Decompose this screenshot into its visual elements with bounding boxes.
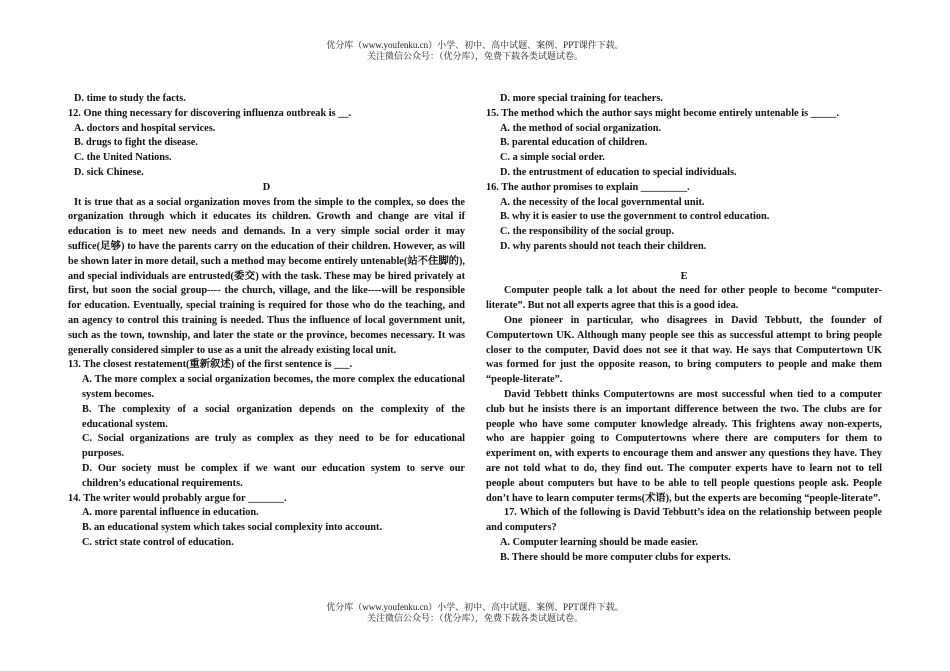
left-column: [68, 92, 465, 551]
q14-option-a: A. more parental influence in education.: [82, 507, 259, 519]
q12-option-c: C. the United Nations.: [74, 152, 172, 164]
q14-option-c: C. strict state control of education.: [82, 536, 234, 548]
q16-option-a: A. the necessity of the local governmental unit.: [500, 196, 705, 208]
q11-option-d: D. time to study the facts.: [74, 93, 186, 104]
q15-stem: 15. The method which the author says might become entirely untenable is _____.: [486, 107, 839, 119]
q13-stem: 13. The closest restatement(重新叙述) of the first sentence is ___.: [68, 359, 353, 371]
q14-stem: 14. The writer would probably argue for _______.: [68, 492, 287, 504]
q15-option-b: B. parental education of children.: [500, 137, 648, 149]
q17-option-a: A. Computer learning should be made easier.: [500, 536, 698, 548]
q13-option-b: B. The complexity of a social organization depends on the complexity of the educational system.: [82, 403, 465, 430]
passage-e-paragraph-3: David Tebbett thinks Computertowns are most successful when tied to a computer club but he insists there is an important difference between the two. The clubs are for people who have some computer knowledge already. This frightens away non-experts, who are happier going to Computertowns where there are computers for them to experiment on, with experts to encourage them and answer any questions they have. They are not told what to do, they find out. The computer experts have to learn not to tell people about computers but have to be able to tell people questions people ask. People don’t have to learn computer terms(术语), but the experts are becoming “people-literate”.: [486, 388, 882, 504]
header-line-2: 关注微信公众号：（优分库），免费下载各类试题试卷。: [366, 51, 583, 61]
q13-option-d: D. Our society must be complex if we want our education system to serve our children’s educational requirements.: [82, 462, 465, 489]
q15-option-c: C. a simple social order.: [500, 152, 605, 164]
spacer: [486, 255, 882, 270]
page-header: [0, 40, 950, 62]
q12-option-d: D. sick Chinese.: [74, 166, 144, 178]
q17-stem: 17. Which of the following is David Tebbutt’s idea on the relationship between people and computers?: [486, 507, 882, 534]
q12-option-b: B. drugs to fight the disease.: [74, 137, 198, 149]
passage-e-paragraph-2: One pioneer in particular, who disagrees in David Tebbutt, the founder of Computertown UK. Although many people see this as successful attempt to bring people closer to the computer, David does not see it that way. He says that Computertown UK was formed for just the opposite reason, to bring computers to people and make them “people-literate”.: [486, 314, 882, 386]
q13-option-c: C. Social organizations are truly as complex as they need to be for educational purposes.: [82, 433, 465, 460]
page-footer: [0, 602, 950, 624]
q12-option-a: A. doctors and hospital services.: [74, 122, 216, 134]
q16-option-b: B. why it is easier to use the government to control education.: [500, 211, 770, 223]
footer-line-2: 关注微信公众号：（优分库），免费下载各类试题试卷。: [366, 613, 583, 623]
section-e-title: E: [680, 270, 688, 282]
passage-e-paragraph-1: Computer people talk a lot about the need for other people to become “computer-literate”. But not all experts agree that this is a good idea.: [486, 285, 882, 312]
section-d-title: D: [262, 181, 271, 193]
header-line-1: 优分库（www.youfenku.cn）小学、初中、高中试题、案例、PPT课件下载。: [326, 40, 624, 50]
q12-stem: 12. One thing necessary for discovering influenza outbreak is __.: [68, 107, 352, 119]
footer-line-1: 优分库（www.youfenku.cn）小学、初中、高中试题、案例、PPT课件下载。: [326, 602, 624, 612]
q13-option-a: A. The more complex a social organization becomes, the more complex the educational system becomes.: [82, 374, 465, 400]
passage-d: It is true that as a social organization moves from the simple to the complex, so does the organization through which it educates its children. Growth and change are vital if education is to meet new needs and demands. In a very simple social order it may suffice(足够) to have the parents carry on the education of their children. However, as will be shown later in more detail, such a method may become entirely untenable(站不住脚的), and special individuals are entrusted(委交) with the task. These may be hired privately at first, but soon the social group---- the church, village, and the like----will be responsible for education. Eventually, special training is required for those who do the teaching, and an agency to control this training is needed. Thus the influence of local government unit, such as the town, township, and later the state or the province, becomes necessary. It was generally considered simpler to use as a unit the already existing local unit.: [68, 196, 465, 356]
q17-option-b: B. There should be more computer clubs for experts.: [500, 551, 731, 563]
q14-option-d: D. more special training for teachers.: [500, 93, 663, 104]
q16-option-d: D. why parents should not teach their children.: [500, 240, 707, 252]
q15-option-a: A. the method of social organization.: [500, 122, 662, 134]
q14-option-b: B. an educational system which takes social complexity into account.: [82, 522, 383, 534]
q16-stem: 16. The author promises to explain _________.: [486, 181, 690, 193]
q16-option-c: C. the responsibility of the social group.: [500, 226, 675, 238]
right-column: [486, 92, 882, 566]
q15-option-d: D. the entrustment of education to special individuals.: [500, 166, 737, 178]
